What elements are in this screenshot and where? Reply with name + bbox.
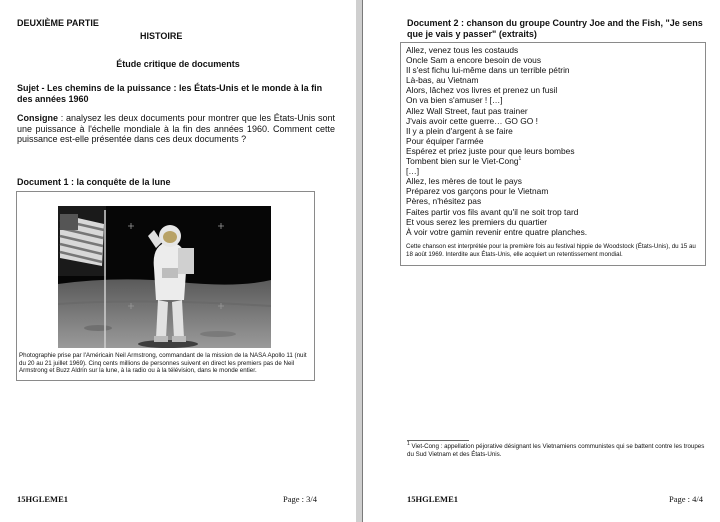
song-line: Allez, les mères de tout le pays bbox=[406, 176, 522, 187]
footnote bbox=[407, 440, 707, 458]
footer-code: 15HGLEME1 bbox=[407, 494, 459, 504]
consigne-text: : analysez les deux documents pour montrer que les États-Unis sont une puissance à l'échelle mondiale à la fin des années 1960. Comment cette puissance est-elle présentée dans ces deux documents ? bbox=[17, 113, 335, 144]
song-line: Faites partir vos fils avant qu'il ne soit trop tard bbox=[406, 206, 579, 217]
footnote-number: 1 bbox=[407, 440, 410, 447]
photo-caption: Photographie prise par l'Américain Neil Armstrong, commandant de la mission de la NASA Apollo 11 (nuit du 20 au 21 juillet 1969). Cinq cents millions de personnes suivent en direct les premiers pas de Neil Armstrong et Buzz Aldrin sur la lune, à la radio ou à la télévision, dans le monde entier. bbox=[19, 352, 307, 375]
page-number: Page : 4/4 bbox=[669, 494, 703, 504]
song-line: À voir votre gamin revenir entre quatre planches. bbox=[406, 226, 588, 237]
consigne bbox=[17, 113, 335, 145]
footnote-text: Viet-Cong : appellation péjorative désignant les Vietnamiens communistes qui se battent contre les troupes du Sud Vietnam et des États-Unis. bbox=[407, 443, 705, 458]
song-line-text: Tombent bien sur le Viet-Cong bbox=[406, 156, 519, 167]
consigne-label: Consigne bbox=[17, 113, 59, 123]
song-line: Espérez et priez juste pour que leurs bombes bbox=[406, 145, 575, 156]
page-4 bbox=[362, 0, 720, 522]
song-line: Pour équiper l'armée bbox=[406, 135, 484, 146]
song-line-vietcong bbox=[406, 156, 702, 166]
song-line: J'vais avoir cette guerre… GO GO ! bbox=[406, 115, 538, 126]
song-line: Allez, venez tous les costauds bbox=[406, 45, 519, 55]
song-line: Allez Wall Street, faut pas trainer bbox=[406, 105, 528, 116]
moon-photo bbox=[58, 206, 271, 348]
document-2-box bbox=[400, 42, 706, 266]
song-line: Il s'est fichu lui-même dans un terrible pétrin bbox=[406, 65, 570, 76]
footnote-marker: 1 bbox=[518, 156, 522, 163]
section-title: Étude critique de documents bbox=[116, 59, 240, 69]
song-line: Pères, n'hésitez pas bbox=[406, 196, 482, 207]
song-line: Oncle Sam a encore besoin de vous bbox=[406, 55, 542, 66]
song-line: Préparez vos garçons pour le Vietnam bbox=[406, 186, 549, 197]
doc2-title: Document 2 : chanson du groupe Country Joe and the Fish, "Je sens que je vais y passer" (extraits) bbox=[407, 18, 703, 39]
song-line: Il y a plein d'argent à se faire bbox=[406, 125, 513, 136]
sujet: Sujet - Les chemins de la puissance : les États-Unis et le monde à la fin des années 1960 bbox=[17, 83, 323, 104]
song-line: Et vous serez les premiers du quartier bbox=[406, 216, 548, 227]
song-line: Là-bas, au Vietnam bbox=[406, 75, 479, 86]
song-line: On va bien s'amuser ! […] bbox=[406, 95, 503, 106]
page-3 bbox=[0, 0, 357, 522]
song-lyrics bbox=[406, 45, 702, 237]
song-line: Alors, lâchez vos livres et prenez un fusil bbox=[406, 85, 558, 96]
song-note: Cette chanson est interprétée pour la première fois au festival hippie de Woodstock (États-Unis), du 15 au 18 août 1969. Interdite aux États-Unis, elle acquiert un retentissement mondial. bbox=[406, 243, 696, 258]
song-line: […] bbox=[406, 166, 420, 177]
header-subject: HISTOIRE bbox=[140, 31, 183, 41]
footnote-rule bbox=[407, 440, 469, 441]
header-part: DEUXIÈME PARTIE bbox=[17, 18, 99, 28]
document-1-box bbox=[16, 191, 315, 381]
footer-code: 15HGLEME1 bbox=[17, 494, 69, 504]
doc1-title: Document 1 : la conquête de la lune bbox=[17, 177, 171, 187]
page-number: Page : 3/4 bbox=[283, 494, 317, 504]
